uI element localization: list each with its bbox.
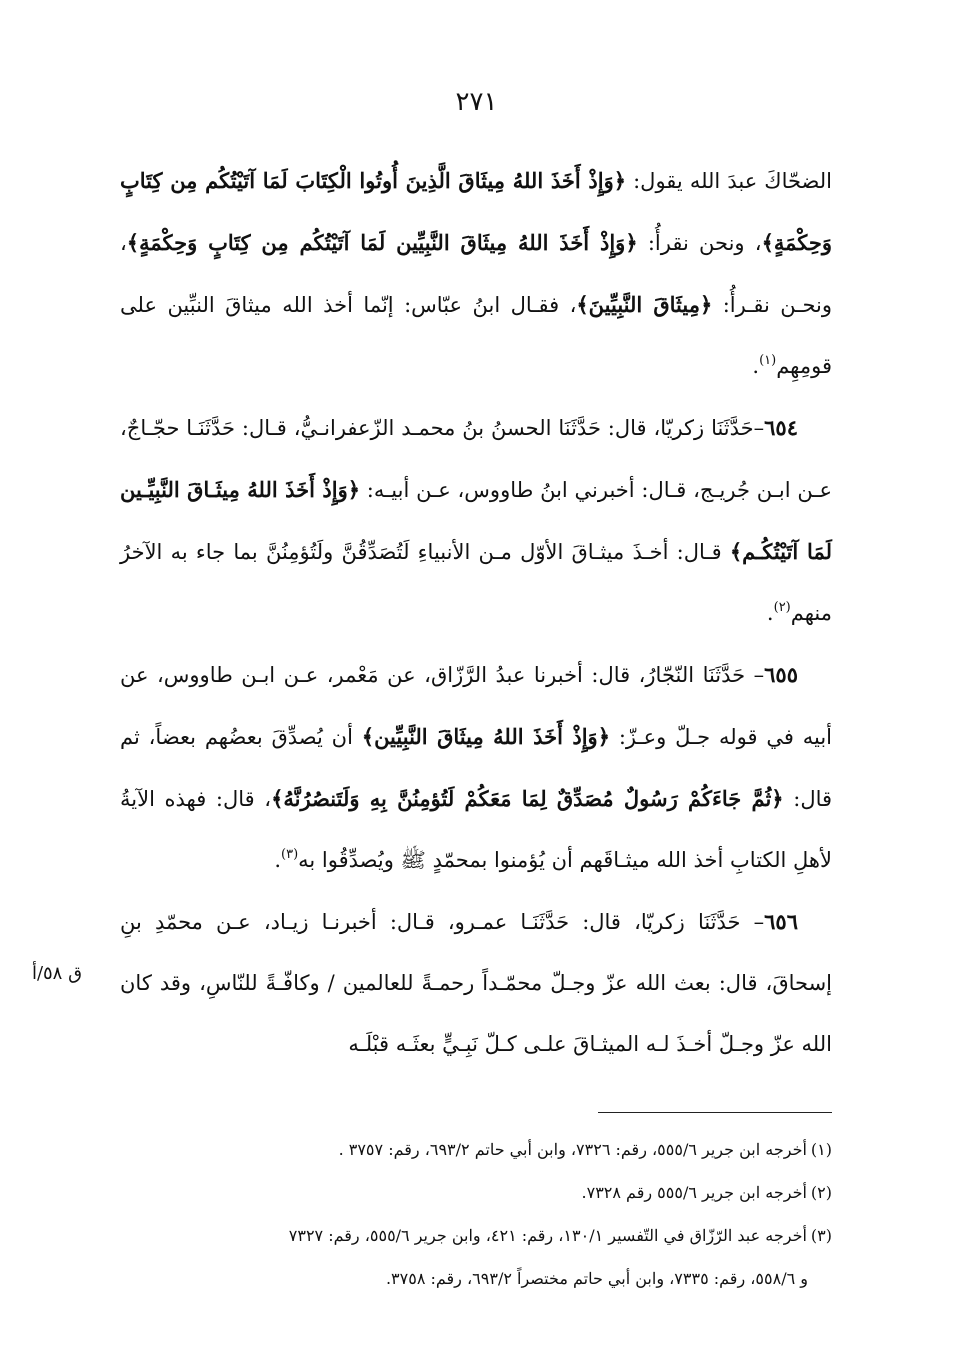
text-segment: –حَدَّثَنَا زكريّا، قال: حَدَّثَنَا الحسنُ بنُ محمـد الزّعفرانـيُّ، قـال: حَدَّثَنَـا حجّـاجٌ، عـن ابـن جُريـج، قـال: أخبرني ابنُ طاووس، عـن أبيـه: [120, 416, 832, 502]
quran-verse: ﴿وَإِذْ أَخَذَ اللهُ مِيثَـاقَ النَّبِيِّـين لَمَا آتَيْتُكُـم﴾ [120, 477, 832, 564]
hadith-paragraph-655 [120, 644, 832, 891]
footnote-number: (٢) [810, 1183, 832, 1202]
footnote-divider [598, 1112, 832, 1113]
paragraph-continuation [120, 150, 832, 397]
footnote-number: (٣) [810, 1226, 832, 1245]
footnote-text: أخرجه ابن جرير ٥٥٥/٦، رقم: ٧٣٢٦، وابن أبي حاتم ٦٩٣/٢، رقم: ٣٧٥٧ . [338, 1140, 807, 1159]
hadith-number: ٦٥٥ [764, 662, 798, 687]
hadith-paragraph-656 [120, 891, 832, 1075]
footnote-ref: (٣) [281, 847, 299, 862]
footnote-text: أخرجه عبد الرّزّاق في التّفسير ١٣٠/١، رقم: ٤٢١، وابن جرير ٥٥٥/٦، رقم: ٧٣٢٧ [288, 1226, 807, 1245]
text-segment: ، ونحـن نقـرأُ: [120, 231, 832, 317]
footnote-number: (١) [810, 1140, 832, 1159]
footnotes [120, 1128, 832, 1300]
footnote-ref: (٢) [773, 600, 791, 615]
manuscript-folio-note: ق ٥٨/أ [31, 963, 83, 984]
text-segment: – حَدَّثَنَا النّجّارُ، قال: أخبرنا عبدُ الرَّزّاق، عن مَعْمر، عـن ابـن طاووس، عن أبيه في قوله جـلّ وعـزّ: [120, 663, 832, 749]
text-segment: . [752, 354, 760, 378]
quran-verse: ﴿وَإِذْ أَخَذَ اللهُ مِيثَاقَ الَّذِينَ أُوتُوا الْكِتَابَ لَمَا آتَيْتُكُم مِن كِتَابٍ وَحِكْمَةٍ﴾ [120, 168, 832, 255]
hadith-paragraph-654 [120, 397, 832, 644]
page-number: ٢٧١ [455, 87, 498, 117]
footnote-ref: (١) [759, 353, 777, 368]
hadith-number: ٦٥٦ [764, 909, 798, 934]
text-segment: ، قال: فهذه الآيةُ لأهلِ الكتابِ أخذ الله ميثـاقَهم أن يُؤمنوا بمحمّدٍ ﷺ ويُصدِّقُوا به [120, 787, 832, 872]
text-segment: أن يُصدِّقَ بعضُهم بعضاً، ثم قال: [120, 725, 833, 811]
footnote-item [120, 1171, 832, 1214]
text-segment: ، فقـال ابنُ عبّاس: إنّما أخذ الله ميثاقَ النبِّين على قومِهِم [120, 293, 832, 378]
text-segment: قـال: أخـذَ ميثـاقَ الأوّل مـن الأنبياءِ لَتُصَدِّقُنَّ ولَتُؤمِنُنَّ بما جاء به الآخرُ منهم [120, 540, 832, 625]
footnote-text: أخرجه ابن جرير ٥٥٥/٦ رقم ٧٣٢٨. [581, 1183, 807, 1202]
footnote-continuation: و ٥٥٨/٦، رقم: ٧٣٣٥، وابن أبي حاتم مختصراً ٦٩٣/٢، رقم: ٣٧٥٨. [385, 1269, 808, 1288]
hadith-number: ٦٥٤ [764, 415, 798, 440]
text-segment: الضحّاكَ عبدَ الله يقول: [626, 169, 832, 193]
text-segment: – حَدَّثَنَا زكريّا، قال: حَدَّثَنَـا عمـرو، قـال: أخبرنـا زيـاد، عـن محمّدِ بنِ إسحاقَ، قال: بعث الله عزّ وجـلّ محمّـداً رحمـةً للعالمين / وكافّـةً للنّاسِ، وقد كان الله عزّ وجـلّ أخـذَ لـه الميثـاقَ علـى كـلّ نَبِـيٍّ بعثَـه قبْلَـه [120, 910, 832, 1056]
footnote-item [120, 1128, 832, 1171]
text-segment: ، ونحن نقرأُ: [637, 231, 762, 255]
quran-verse: ﴿ثُمَّ جَاءَكُمْ رَسُولٌ مُصَدِّقٌ لِمَا مَعَكُمْ لَتُؤمِنُنَّ بِهِ وَلَتَنصُرُنَّهُ﴾ [271, 786, 784, 811]
footnote-item [120, 1214, 832, 1257]
text-segment: . [274, 848, 282, 872]
main-text [120, 150, 832, 1075]
text-segment: . [766, 601, 774, 625]
quran-verse: ﴿وَإِذْ أَخَذَ اللهُ مِيثَاقَ النَّبِيِّين﴾ [361, 724, 610, 749]
quran-verse: ﴿وَإِذْ أَخَذَ اللهُ مِيثَاقَ النَّبِيِّين لَمَا آتَيْتُكُم مِن كِتَابٍ وَحِكْمَةٍ﴾ [126, 230, 638, 255]
quran-verse: ﴿مِيثَاقَ النَّبِيِّينَ﴾ [576, 292, 713, 317]
